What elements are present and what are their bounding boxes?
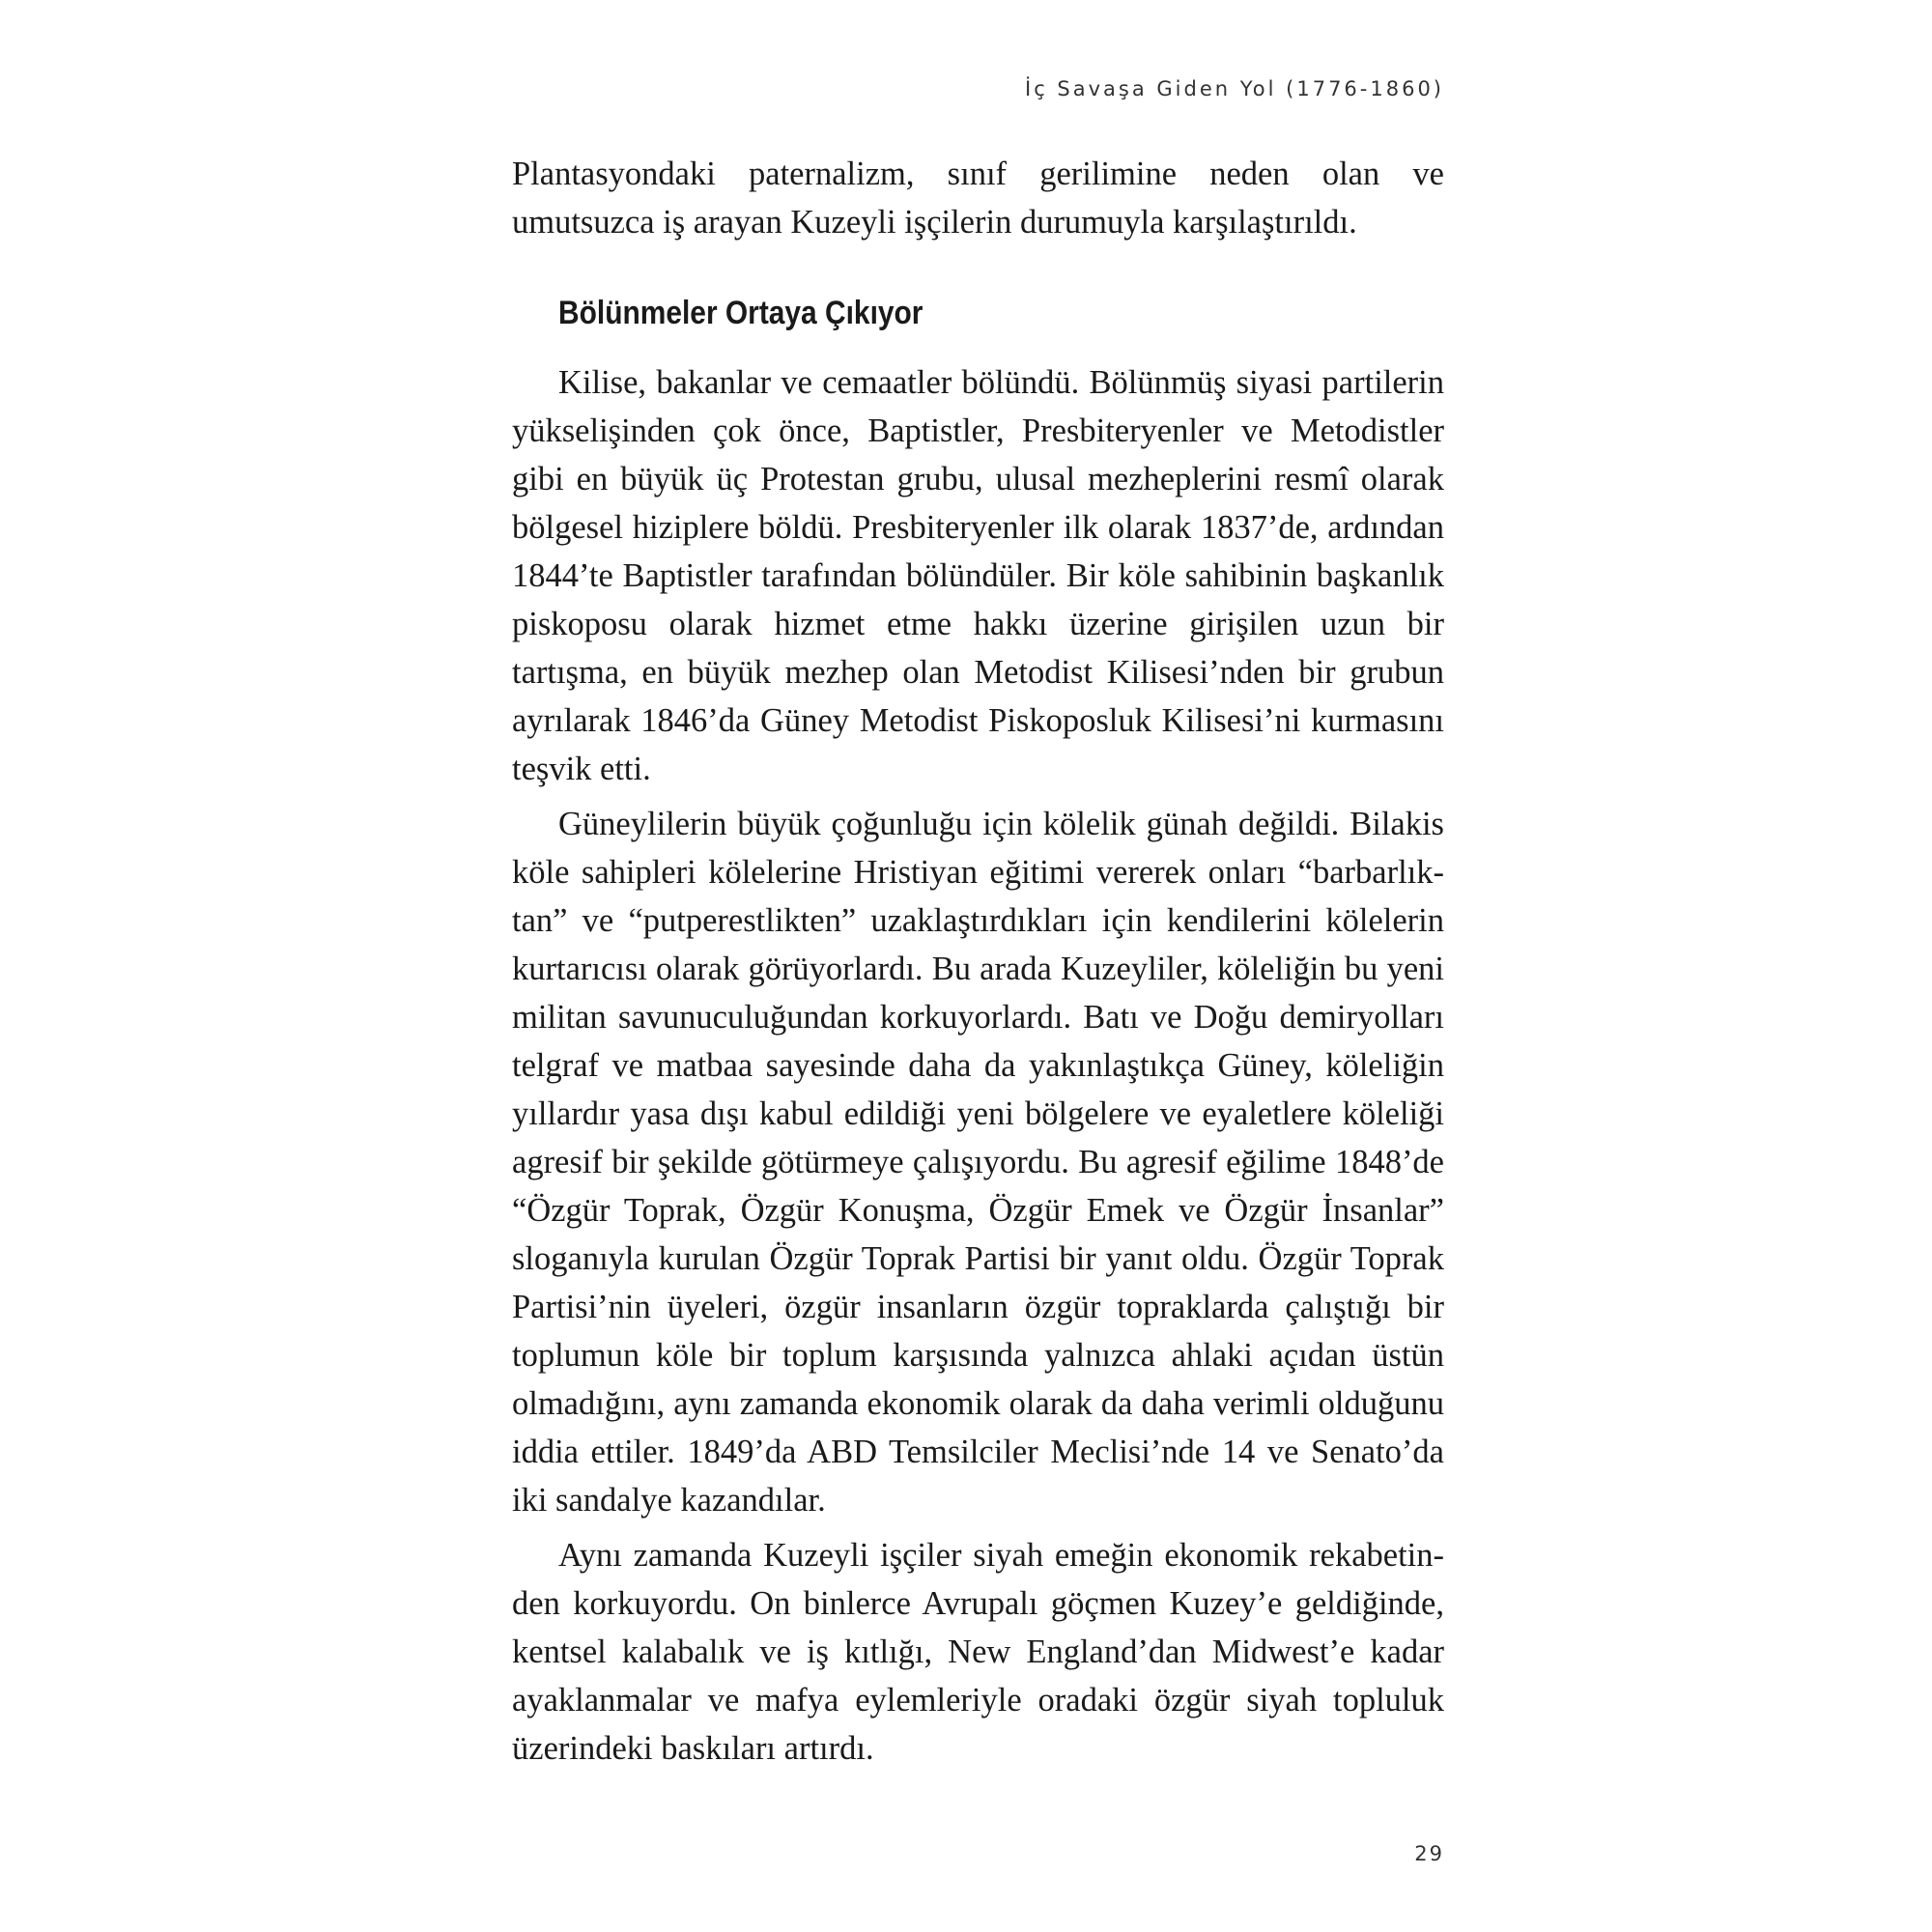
section-heading: Bölünmeler Ortaya Çıkıyor xyxy=(558,295,923,331)
paragraph-southern-slavery: Güneylilerin büyük çoğunluğu için kölelik günah değildi. Bilakis köle sahipleri kölelerine Hristiyan eğitimi vererek onları “barbarlıktan” ve “putperestlikten” uzaklaştırdıkları için kendilerini kölelerin kurtarıcısı olarak görüyorlardı. Bu arada Kuzeyliler, köleliğin bu yeni militan savunuculuğundan korkuyorlardı. Batı ve Doğu demiryolları telgraf ve matbaa sayesinde daha da yakınlaştıkça Güney, köleliğin yıllardır yasa dışı kabul edildiği yeni bölgelere ve eyaletlere köleliği agresif bir şekilde götürmeye çalışıyordu. Bu agresif eğilime 1848’de “Özgür Toprak, Özgür Konuşma, Özgür Emek ve Özgür İnsanlar” sloganıyla kurulan Özgür Toprak Partisi bir yanıt oldu. Özgür Toprak Partisi’nin üyeleri, özgür insanların özgür topraklarda çalıştığı bir toplumun köle bir toplum karşısında yalnızca ahlaki açıdan üstün olmadığını, aynı zamanda ekonomik olarak da daha verimli olduğunu iddia ettiler. 1849’da ABD Temsilciler Meclisi’nde 14 ve Senato’da iki sandalye kazandılar. xyxy=(512,806,1444,1519)
paragraph-northern-workers: Aynı zamanda Kuzeyli işçiler siyah emeğin ekonomik rekabetinden korkuyordu. On binlerce Avrupalı göçmen Kuzey’e geldiğinde, kentsel kalabalık ve iş kıtlığı, New England’dan Midwest’e kadar ayaklanmalar ve mafya eylemleriyle oradaki özgür siyah topluluk üzerindeki baskıları artırdı. xyxy=(512,1537,1444,1767)
opening-paragraph: Plantasyondaki paternalizm, sınıf gerilimine neden olan ve umutsuzca iş arayan Kuzeyli işçilerin durumuyla karşılaştırıldı. xyxy=(512,156,1444,241)
running-head: İç Savaşa Giden Yol (1776-1860) xyxy=(1025,77,1444,100)
body-text xyxy=(512,150,1444,1773)
paragraph-church-split: Kilise, bakanlar ve cemaatler bölündü. Bölünmüş siyasi partilerin yükselişinden çok önce, Baptistler, Presbiteryenler ve Metodistler gibi en büyük üç Protestan grubu, ulusal mezheplerini resmî olarak bölgesel hiziplere böldü. Presbiteryenler ilk olarak 1837’de, ardından 1844’te Baptistler tarafından bölündüler. Bir köle sahibinin başkanlık piskoposu olarak hizmet etme hakkı üzerine girişilen uzun bir tartışma, en büyük mezhep olan Metodist Kilisesi’nden bir grubun ayrılarak 1846’da Güney Metodist Piskoposluk Kilisesi’ni kurmasını teşvik etti. xyxy=(512,364,1444,787)
page-number: 29 xyxy=(1414,1842,1444,1865)
